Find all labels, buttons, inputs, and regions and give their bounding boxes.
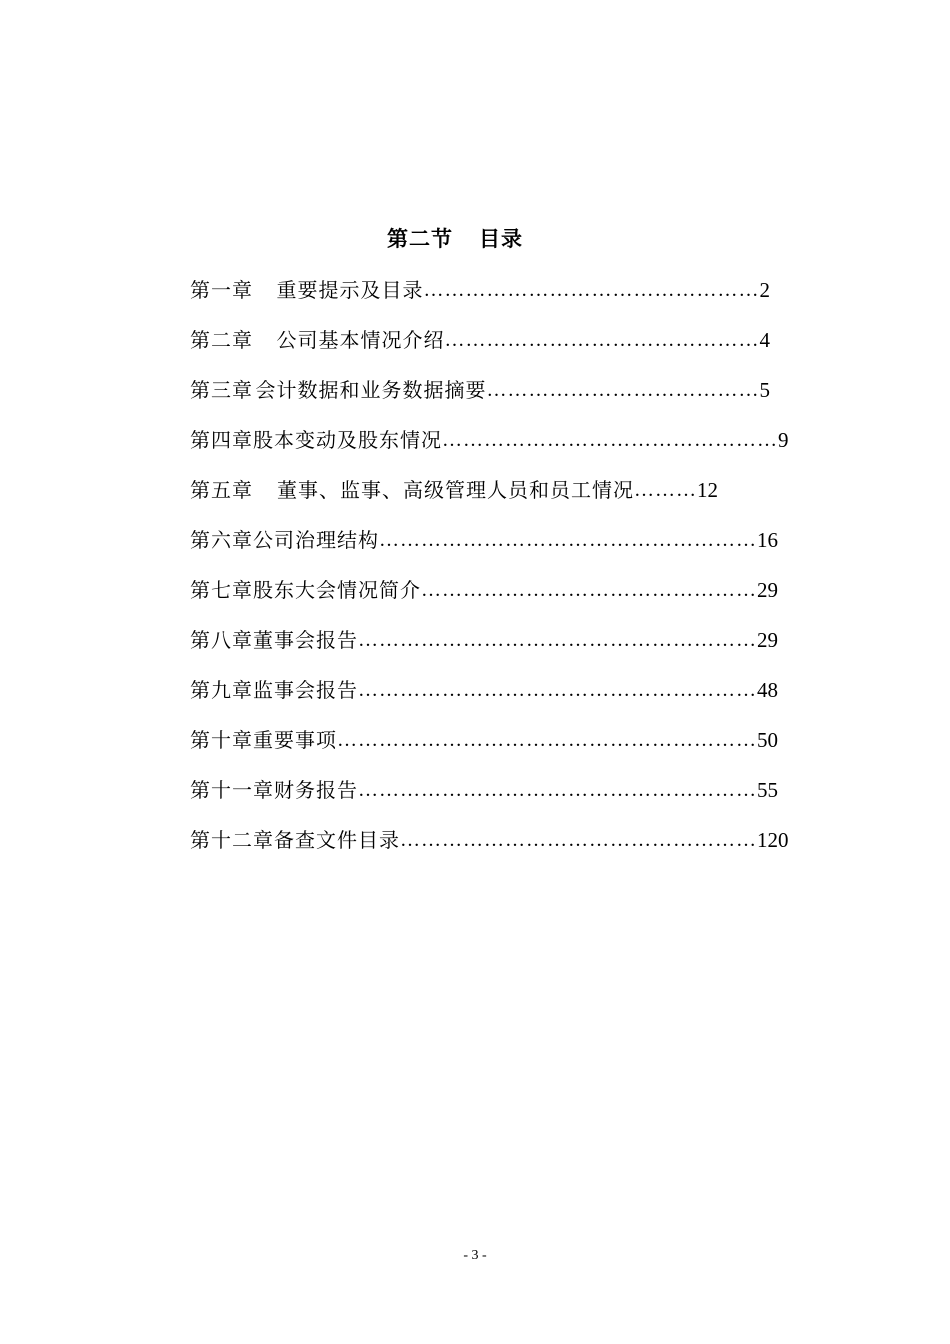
toc-chapter: 第六章 <box>190 528 253 552</box>
toc-title: 董事、监事、高级管理人员和员工情况 <box>277 478 634 502</box>
toc-chapter: 第二章 <box>190 328 253 352</box>
toc-entry <box>190 375 770 425</box>
toc-title: 股本变动及股东情况 <box>253 428 442 452</box>
toc-page: 55 <box>757 778 778 802</box>
toc-leader: …………………………………………… <box>400 829 757 851</box>
toc-entry <box>190 825 789 875</box>
toc-entry <box>190 275 770 325</box>
toc-entry <box>190 575 778 625</box>
toc-entry <box>190 775 778 825</box>
page-number-footer: - 3 - <box>463 1248 487 1263</box>
toc-chapter: 第十一章 <box>190 778 274 802</box>
toc-entry <box>190 675 778 725</box>
toc-page: 48 <box>757 678 778 702</box>
toc-title: 会计数据和业务数据摘要 <box>255 378 487 402</box>
toc-page: 16 <box>757 528 778 552</box>
toc-title: 公司基本情况介绍 <box>276 328 445 352</box>
toc-page: 9 <box>778 428 789 452</box>
toc-page: 29 <box>757 578 778 602</box>
table-of-contents <box>190 275 789 875</box>
toc-title: 重要事项 <box>253 728 337 752</box>
toc-chapter: 第三章 <box>190 378 253 402</box>
toc-leader: ………………………………………………… <box>358 779 757 801</box>
toc-chapter: 第七章 <box>190 578 253 602</box>
toc-leader: ………………………………………… <box>421 579 757 601</box>
toc-chapter: 第八章 <box>190 628 253 652</box>
toc-title: 重要提示及目录 <box>276 278 424 302</box>
toc-chapter: 第十二章 <box>190 828 274 852</box>
toc-entry <box>190 325 770 375</box>
toc-leader: ………………………………… <box>486 379 760 401</box>
toc-title: 监事会报告 <box>253 678 358 702</box>
toc-leader: ……………………………………… <box>444 329 760 351</box>
toc-leader: …………………………………………………… <box>337 729 757 751</box>
section-title-text: 目录 <box>479 227 523 251</box>
toc-leader: ………………………………………… <box>423 279 760 301</box>
toc-title: 备查文件目录 <box>274 828 400 852</box>
toc-entry <box>190 725 778 775</box>
toc-page: 5 <box>759 378 770 402</box>
toc-leader: ………………………………………………… <box>358 679 757 701</box>
toc-chapter: 第五章 <box>190 478 253 502</box>
toc-chapter: 第四章 <box>190 428 253 452</box>
toc-leader: ……… <box>634 479 697 501</box>
toc-page: 4 <box>759 328 770 352</box>
toc-page: 50 <box>757 728 778 752</box>
toc-chapter: 第一章 <box>190 278 253 302</box>
toc-leader: ……………………………………………… <box>379 529 757 551</box>
toc-page: 2 <box>759 278 770 302</box>
toc-entry <box>190 625 778 675</box>
toc-entry <box>190 425 789 475</box>
toc-entry <box>190 525 778 575</box>
toc-title: 董事会报告 <box>253 628 358 652</box>
toc-entry <box>190 475 770 525</box>
section-title-number: 第二节 <box>387 227 453 251</box>
toc-page: 12 <box>697 478 718 502</box>
toc-chapter: 第九章 <box>190 678 253 702</box>
toc-title: 公司治理结构 <box>253 528 379 552</box>
toc-title: 财务报告 <box>274 778 358 802</box>
toc-leader: ………………………………………… <box>442 429 778 451</box>
toc-page: 29 <box>757 628 778 652</box>
toc-title: 股东大会情况简介 <box>253 578 421 602</box>
toc-page: 120 <box>757 828 789 852</box>
toc-chapter: 第十章 <box>190 728 253 752</box>
section-title <box>0 224 910 254</box>
toc-leader: ………………………………………………… <box>358 629 757 651</box>
